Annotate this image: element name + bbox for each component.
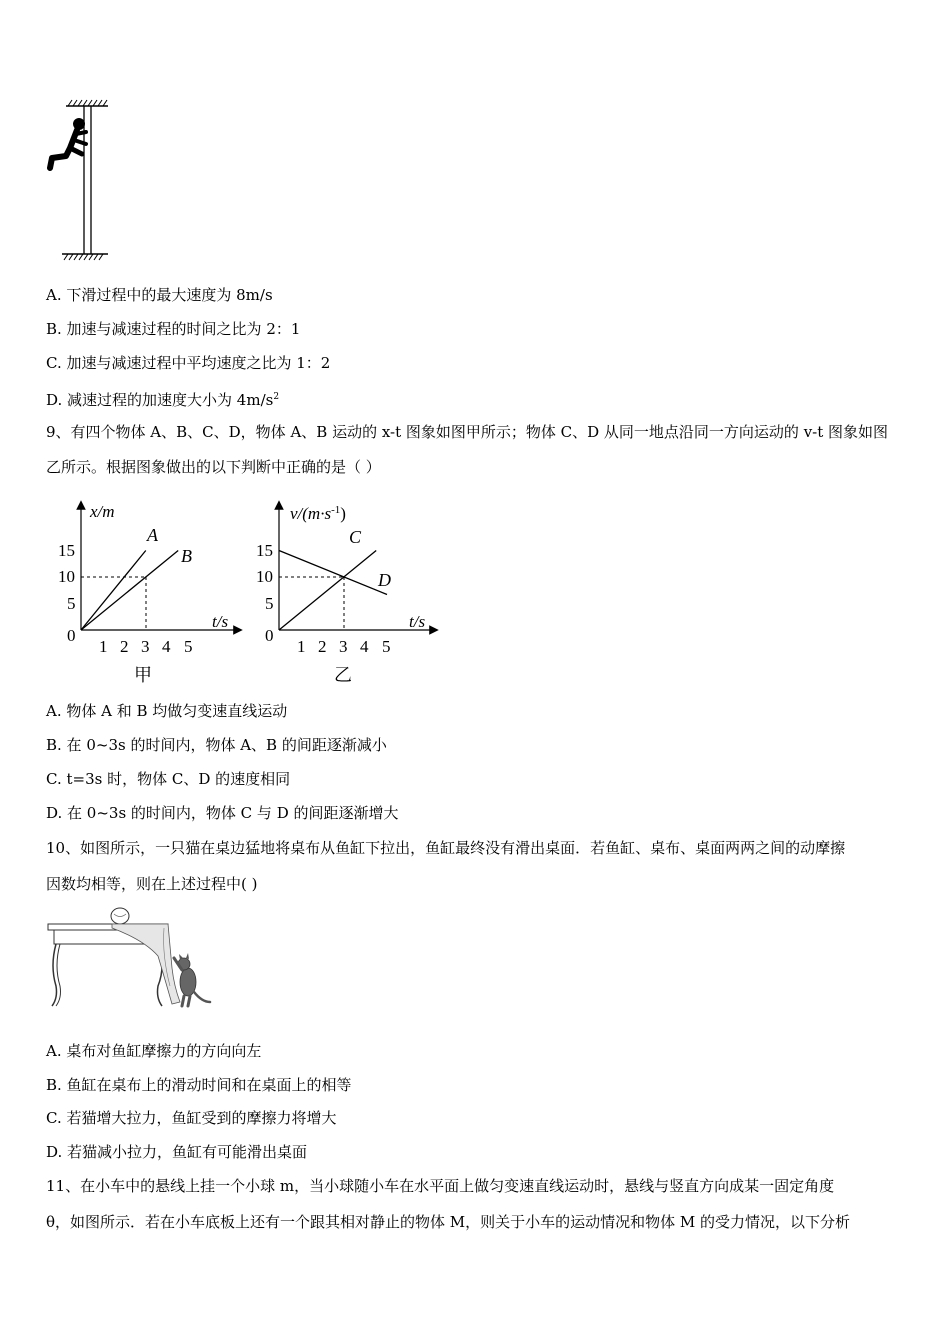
y-tick-label: 0 <box>67 626 76 645</box>
y-tick-label: 10 <box>58 567 75 586</box>
x-tick-label: 1 <box>297 637 306 656</box>
x-tick-label: 3 <box>339 637 348 656</box>
q9-stem-line1: 9、有四个物体 A、B、C、D，物体 A、B 运动的 x-t 图象如图甲所示；物体 C、D 从同一地点沿同一方向运动的 v-t 图象如图 <box>46 423 889 441</box>
chart-caption: 乙 <box>334 665 352 686</box>
q10-option-b: B. 鱼缸在桌布上的滑动时间和在桌面上的相等 <box>46 1076 352 1094</box>
x-tick-label: 2 <box>318 637 327 656</box>
q8-option-b: B. 加速与减速过程的时间之比为 2：1 <box>46 320 301 338</box>
q9-option-d: D. 在 0~3s 的时间内，物体 C 与 D 的间距逐渐增大 <box>46 804 399 822</box>
x-tick-label: 4 <box>360 637 369 656</box>
chart-xlabel: t/s <box>409 612 426 631</box>
series-c-label: C <box>349 527 362 547</box>
q8-option-a: A. 下滑过程中的最大速度为 8m/s <box>46 286 273 304</box>
q8-option-c: C. 加速与减速过程中平均速度之比为 1：2 <box>46 354 331 372</box>
q10-option-c: C. 若猫增大拉力，鱼缸受到的摩擦力将增大 <box>46 1109 337 1127</box>
y-tick-label: 10 <box>256 567 273 586</box>
series-d-label: D <box>378 570 391 590</box>
q9-option-a: A. 物体 A 和 B 均做匀变速直线运动 <box>46 702 288 720</box>
series-d-line <box>279 551 387 595</box>
q8-option-d-sup: 2 <box>273 392 280 402</box>
chart-x-t <box>58 497 248 692</box>
series-a-line <box>81 551 146 631</box>
chart-ylabel: x/m <box>90 502 115 521</box>
x-tick-label: 5 <box>382 637 391 656</box>
q10-stem-line2: 因数均相等，则在上述过程中( ) <box>46 875 258 893</box>
y-tick-label: 0 <box>265 626 274 645</box>
q9-option-c: C. t=3s 时，物体 C、D 的速度相同 <box>46 770 291 788</box>
cat-tablecloth-figure <box>44 906 214 1010</box>
chart-caption: 甲 <box>134 665 152 686</box>
x-tick-label: 5 <box>184 637 193 656</box>
series-c-line <box>279 551 376 631</box>
q11-stem-line2: θ，如图所示．若在小车底板上还有一个跟其相对静止的物体 M，则关于小车的运动情况和物体 M 的受力情况，以下分析 <box>46 1213 851 1231</box>
q10-stem-line1: 10、如图所示，一只猫在桌边猛地将桌布从鱼缸下拉出，鱼缸最终没有滑出桌面．若鱼缸、桌布、桌面两两之间的动摩擦 <box>46 839 846 857</box>
series-b-line <box>81 551 178 631</box>
y-tick-label: 15 <box>58 541 75 560</box>
q8-option-d-text: D. 减速过程的加速度大小为 4m/s <box>46 391 274 409</box>
series-a-label: A <box>147 525 158 545</box>
x-tick-label: 3 <box>141 637 150 656</box>
q10-option-d: D. 若猫减小拉力，鱼缸有可能滑出桌面 <box>46 1143 308 1161</box>
y-tick-label: 5 <box>67 594 76 613</box>
chart-xlabel: t/s <box>212 612 229 631</box>
y-tick-label: 15 <box>256 541 273 560</box>
q9-option-b: B. 在 0~3s 的时间内，物体 A、B 的间距逐渐减小 <box>46 736 387 754</box>
q11-stem-line1: 11、在小车中的悬线上挂一个小球 m，当小球随小车在水平面上做匀变速直线运动时，悬线与竖直方向成某一固定角度 <box>46 1177 835 1195</box>
x-tick-label: 2 <box>120 637 129 656</box>
y-tick-label: 5 <box>265 594 274 613</box>
chart-v-t <box>256 497 456 692</box>
q9-stem-line2: 乙所示。根据图象做出的以下判断中正确的是（ ） <box>46 458 381 476</box>
q10-option-a: A. 桌布对鱼缸摩擦力的方向向左 <box>46 1042 262 1060</box>
x-tick-label: 1 <box>99 637 108 656</box>
series-b-label: B <box>181 546 192 566</box>
x-tick-label: 4 <box>162 637 171 656</box>
pole-climber-figure <box>44 98 114 263</box>
q8-option-d <box>46 387 279 410</box>
chart-ylabel: $v/(m\cdot s^{-1})$ <box>290 504 346 523</box>
